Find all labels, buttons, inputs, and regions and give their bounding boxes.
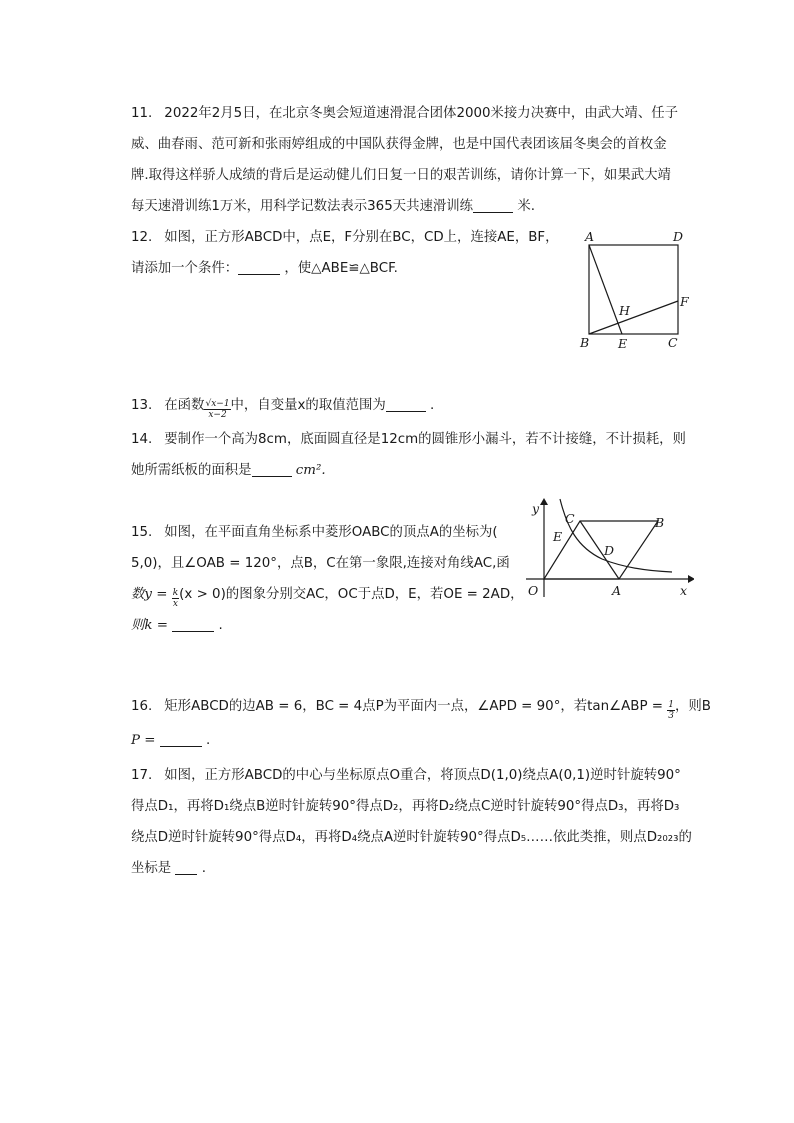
- label-a: A: [612, 583, 622, 598]
- q11-line-4: 每天速滑训练1万米，用科学记数法表示365天共速滑训练 米.: [131, 199, 535, 214]
- q11-line-2: 威、曲春雨、范可新和张雨婷组成的中国队获得金牌，也是中国代表团该届冬奥会的首枚金: [131, 137, 667, 152]
- q13-line-1: 13. 在函数 $\frac{√x-1}{x-2}$ 中，自变量x的取值范围为 .: [131, 398, 435, 420]
- q17-line-4: 坐标是 .: [131, 861, 206, 876]
- label-y: y: [532, 501, 540, 516]
- label-d: D: [604, 543, 615, 558]
- label-b: B: [655, 515, 665, 530]
- q16-number: 16.: [131, 699, 153, 714]
- label-b: B: [580, 335, 590, 350]
- label-e: E: [618, 336, 628, 351]
- q11-line-3: 牌.取得这样骄人成绩的背后是运动健儿们日复一日的艰苦训练，请你计算一下，如果武大靖: [131, 168, 671, 183]
- label-a: A: [585, 229, 595, 244]
- q15-rhombus-figure: [522, 497, 694, 602]
- q15-number: 15.: [131, 525, 153, 540]
- q11-number: 11.: [131, 106, 153, 121]
- label-c: C: [565, 511, 575, 526]
- q12-answer-blank[interactable]: [238, 260, 280, 275]
- q13-fraction: $\frac{√x-1}{x-2}$: [205, 399, 230, 420]
- q11-answer-blank[interactable]: [473, 198, 513, 213]
- segment-ae: [589, 245, 622, 334]
- question-11: [131, 98, 696, 222]
- q14-answer-blank[interactable]: [252, 462, 292, 477]
- square-abcd: [589, 245, 678, 334]
- q17-number: 17.: [131, 768, 153, 783]
- segment-bf: [589, 301, 678, 334]
- q16-line-1: 16. 矩形ABCD的边AB = 6，BC = 4点P为平面内一点，∠APD = 90°，若tan∠ABP = $\frac{1}{3}$ ，则B: [131, 699, 711, 721]
- q14-line-2: 她所需纸板的面积是 cm².: [131, 463, 326, 478]
- question-15: [131, 517, 524, 641]
- question-17: [131, 760, 696, 884]
- x-axis-arrow-icon: [688, 575, 694, 583]
- q15-line-1: 15. 如图，在平面直角坐标系中菱形OABC的顶点A的坐标为(: [131, 525, 498, 540]
- label-c: C: [668, 335, 678, 350]
- q15-fraction: $\frac{k}{x}$: [172, 588, 179, 609]
- q13-number: 13.: [131, 398, 153, 413]
- label-o: O: [528, 583, 539, 598]
- q15-answer-blank[interactable]: [172, 617, 214, 632]
- label-d: D: [673, 229, 684, 244]
- q13-answer-blank[interactable]: [386, 397, 426, 412]
- q12-line-1: 12. 如图，正方形ABCD中，点E，F分别在BC，CD上，连接AE，BF，: [131, 230, 559, 245]
- label-h: H: [619, 303, 630, 318]
- q15-line-2: 5,0)，且∠OAB = 120°，点B，C在第一象限,连接对角线AC,函: [131, 556, 510, 571]
- q17-line-3: 绕点D逆时针旋转90°得点D₄，再将D₄绕点A逆时针旋转90°得点D₅……依此类推，则点D₂₀₂₃的: [131, 830, 692, 845]
- label-f: F: [680, 294, 689, 309]
- q15-line-3: 数y = $\frac{k}{x}$ (x > 0)的图象分别交AC，OC于点D，E，若OE = 2AD，: [131, 587, 524, 609]
- q17-answer-blank[interactable]: [175, 860, 197, 875]
- y-axis-arrow-icon: [540, 498, 548, 505]
- q14-line-1: 14. 要制作一个高为8cm，底面圆直径是12cm的圆锥形小漏斗，若不计接缝，不计损耗，则: [131, 432, 686, 447]
- question-13: [131, 390, 696, 421]
- q14-number: 14.: [131, 432, 153, 447]
- q16-answer-blank[interactable]: [160, 732, 202, 747]
- hyperbola-curve: [560, 499, 672, 572]
- q17-line-2: 得点D₁，再将D₁绕点B逆时针旋转90°得点D₂，再将D₂绕点C逆时针旋转90°得点D₃，再将D₃: [131, 799, 680, 814]
- question-16: [131, 690, 711, 758]
- question-12: [131, 222, 571, 284]
- question-14: [131, 424, 696, 486]
- q16-line-2: P = .: [131, 733, 211, 748]
- q12-line-2: 请添加一个条件： ，使△ABE≌△BCF.: [131, 261, 398, 276]
- label-x: x: [680, 583, 688, 598]
- q12-square-figure: [575, 228, 695, 353]
- label-e: E: [553, 529, 563, 544]
- q17-line-1: 17. 如图，正方形ABCD的中心与坐标原点O重合，将顶点D(1,0)绕点A(0,1)逆时针旋转90°: [131, 768, 681, 783]
- q11-line-1: 11. 2022年2月5日，在北京冬奥会短道速滑混合团体2000米接力决赛中，由武大靖、任子: [131, 106, 678, 121]
- q12-number: 12.: [131, 230, 153, 245]
- q16-fraction: $\frac{1}{3}$: [668, 700, 675, 721]
- q15-line-4: 则k = .: [131, 618, 223, 633]
